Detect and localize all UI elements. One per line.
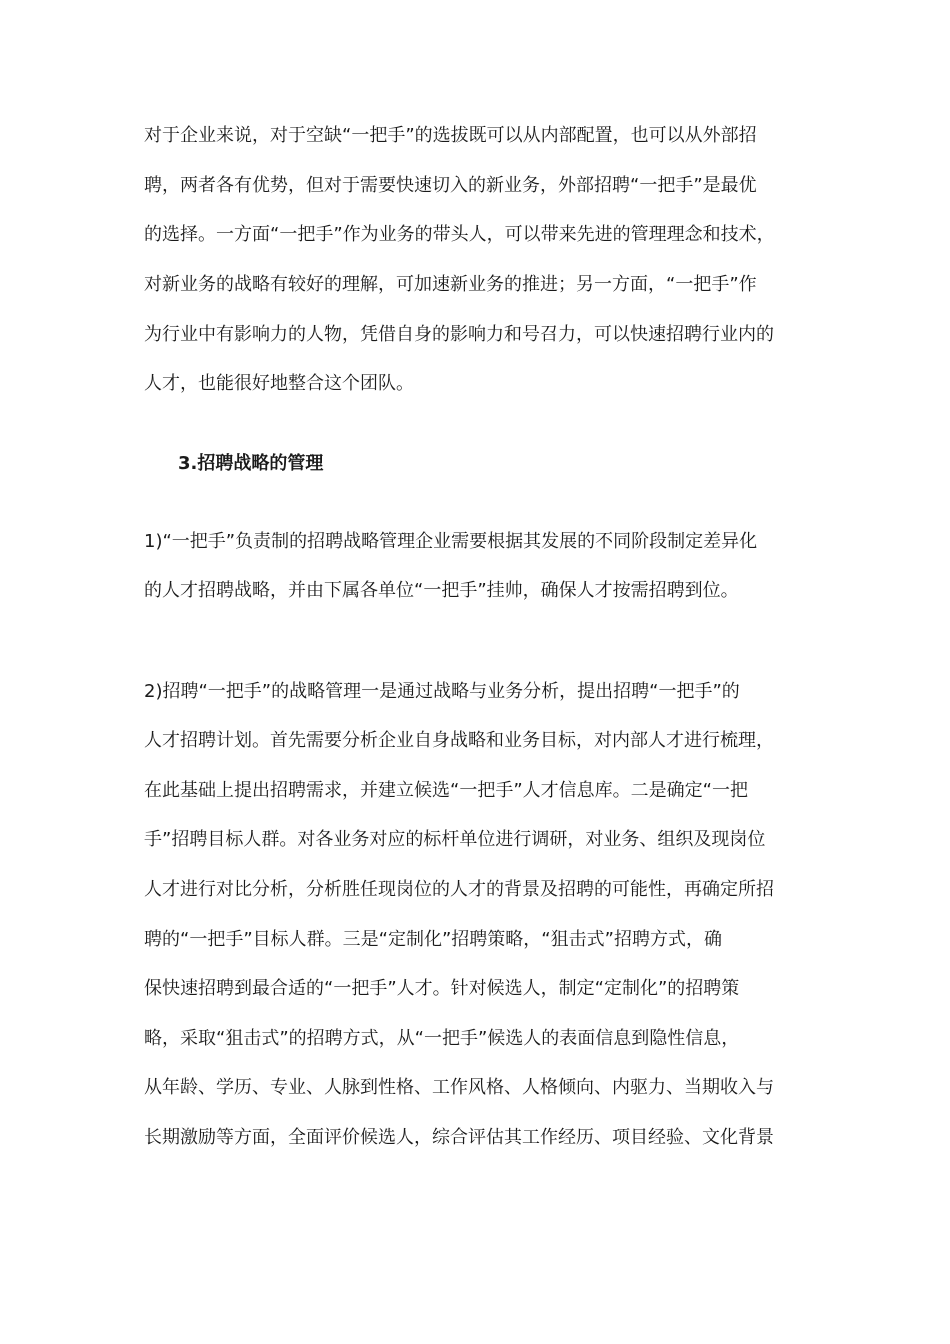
paragraph-line: 聘的“一把手”目标人群。三是“定制化”招聘策略，“狙击式”招聘方式，确 — [144, 929, 722, 950]
paragraph-line: 2)招聘“一把手”的战略管理一是通过战略与业务分析，提出招聘“一把手”的 — [144, 681, 740, 702]
paragraph-line: 人才招聘计划。首先需要分析企业自身战略和业务目标，对内部人才进行梳理， — [144, 730, 774, 751]
paragraph-line: 在此基础上提出招聘需求，并建立候选“一把手”人才信息库。二是确定“一把 — [144, 780, 748, 801]
paragraph-line: 对新业务的战略有较好的理解，可加速新业务的推进；另一方面，“一把手”作 — [144, 274, 757, 295]
paragraph-line: 略，采取“狙击式”的招聘方式，从“一把手”候选人的表面信息到隐性信息， — [144, 1028, 740, 1049]
section-heading: 3.招聘战略的管理 — [178, 453, 324, 474]
paragraph-line: 的人才招聘战略，并由下属各单位“一把手”挂帅，确保人才按需招聘到位。 — [144, 580, 739, 601]
paragraph-line: 人才，也能很好地整合这个团队。 — [144, 373, 414, 394]
paragraph-line: 聘，两者各有优势，但对于需要快速切入的新业务，外部招聘“一把手”是最优 — [144, 175, 757, 196]
paragraph-line: 人才进行对比分析，分析胜任现岗位的人才的背景及招聘的可能性，再确定所招 — [144, 879, 774, 900]
paragraph-line: 的选择。一方面“一把手”作为业务的带头人，可以带来先进的管理理念和技术， — [144, 224, 775, 245]
paragraph-line: 1)“一把手”负责制的招聘战略管理企业需要根据其发展的不同阶段制定差异化 — [144, 531, 758, 552]
paragraph-line: 保快速招聘到最合适的“一把手”人才。针对候选人，制定“定制化”的招聘策 — [144, 978, 740, 999]
paragraph-line: 对于企业来说，对于空缺“一把手”的选拔既可以从内部配置，也可以从外部招 — [144, 125, 757, 146]
paragraph-line: 手”招聘目标人群。对各业务对应的标杆单位进行调研，对业务、组织及现岗位 — [144, 829, 766, 850]
paragraph-line: 从年龄、学历、专业、人脉到性格、工作风格、人格倾向、内驱力、当期收入与 — [144, 1077, 774, 1098]
paragraph-line: 为行业中有影响力的人物，凭借自身的影响力和号召力，可以快速招聘行业内的 — [144, 324, 774, 345]
paragraph-line: 长期激励等方面，全面评价候选人，综合评估其工作经历、项目经验、文化背景 — [144, 1127, 774, 1148]
